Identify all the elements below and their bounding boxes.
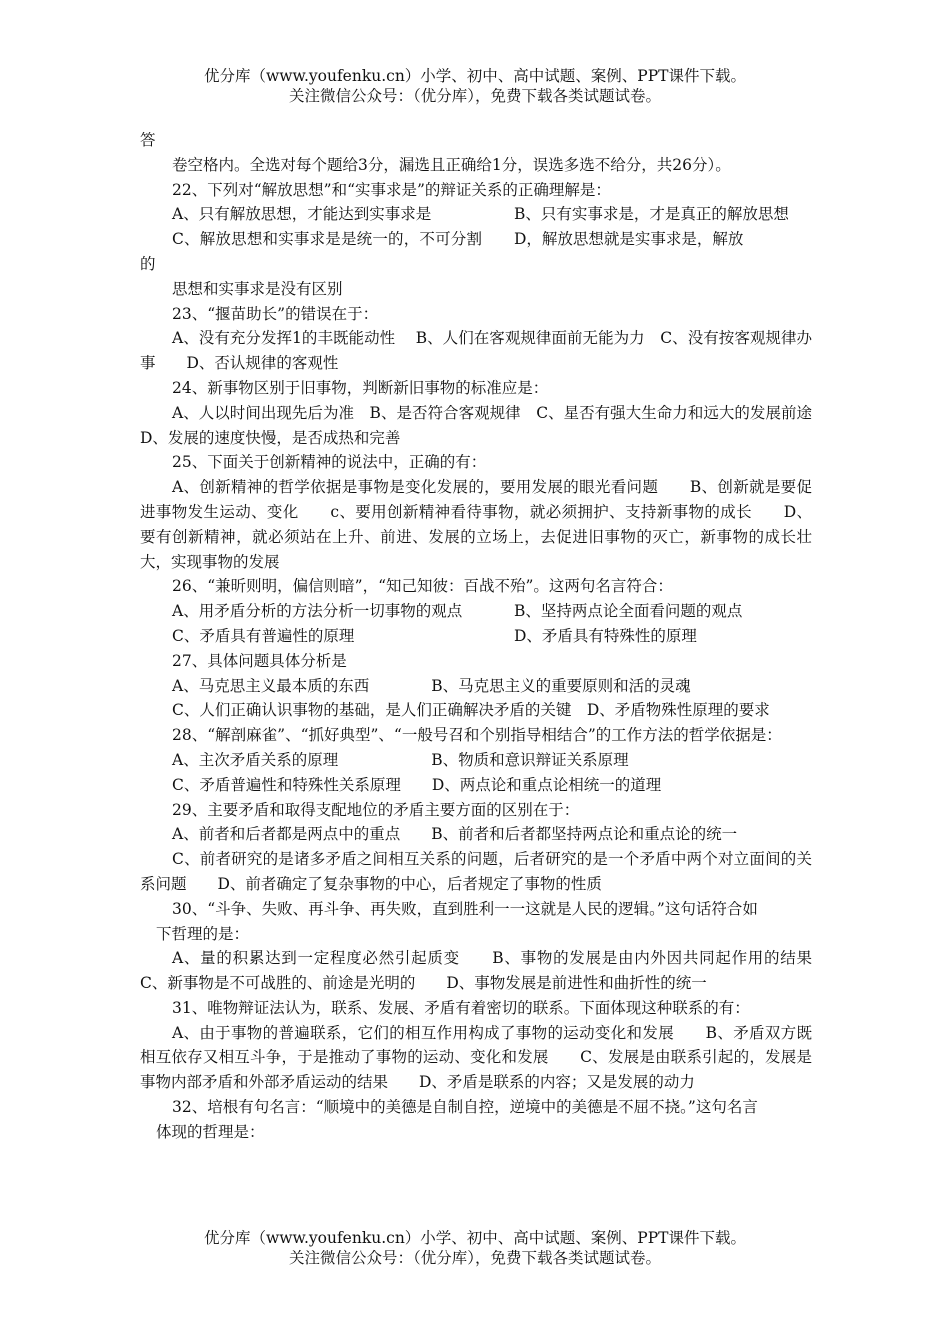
page-footer — [0, 1228, 950, 1268]
question-32-cont: 体现的哲理是： — [156, 1122, 265, 1141]
question-30-cont: 下哲理的是： — [156, 924, 250, 943]
question-31-options: A、由于事物的普遍联系，它们的相互作用构成了事物的运动变化和发展 B、矛盾双方既相互依存又相互斗争，于是推动了事物的运动、变化和发展 C、发展是由联系引起的，发展是事物内部矛盾和外部矛盾运动的结果 D、矛盾是联系的内容；又是发展的动力 — [140, 1023, 812, 1092]
question-22-option-d-cont: 思想和实事求是没有区别 — [172, 279, 343, 298]
question-31: 31、唯物辩证法认为，联系、发展、矛盾有着密切的联系。下面体现这种联系的有： — [172, 998, 750, 1017]
question-25: 25、下面关于创新精神的说法中，正确的有： — [172, 453, 487, 472]
question-22: 22、下列对“解放思想”和“实事求是”的辩证关系的正确理解是： — [172, 180, 611, 199]
question-29: 29、主要矛盾和取得支配地位的矛盾主要方面的区别在于： — [172, 800, 580, 819]
text-line: 答 — [140, 131, 156, 149]
option-d: D，解放思想就是实事求是，解放 — [514, 230, 744, 249]
question-28-options-cd: C、矛盾普遍性和特殊性关系原理 D、两点论和重点论相统一的道理 — [172, 775, 662, 794]
document-body — [140, 128, 844, 1145]
question-26: 26、“兼昕则明，偏信则暗”，“知己知彼：百战不殆”。这两句名言符合： — [172, 577, 673, 596]
question-30: 30、“斗争、失败、再斗争、再失败，直到胜利一一这就是人民的逻辑。”这句话符合如 — [172, 899, 758, 918]
option-d: D、矛盾具有特殊性的原理 — [514, 626, 697, 645]
question-24-options: A、人以时间出现先后为准 B、是否符合客观规律 C、星否有强大生命力和远大的发展前途 D、发展的速度快慢，是否成热和完善 — [140, 403, 844, 447]
question-32: 32、培根有句名言：“顺境中的美德是自制自控，逆境中的美德是不屈不挠。”这句名言 — [172, 1098, 758, 1117]
option-a: A、只有解放思想，才能达到实事求是 — [172, 205, 432, 224]
option-a: A、用矛盾分析的方法分析一切事物的观点 — [172, 602, 463, 621]
question-24: 24、新事物区别于旧事物，判断新旧事物的标准应是： — [172, 378, 549, 397]
option-b: B、只有实事求是，才是真正的解放思想 — [514, 205, 789, 224]
page-header — [0, 66, 950, 106]
footer-line-1: 优分库（www.youfenku.cn）小学、初中、高中试题、案例、PPT课件下载。 — [203, 1229, 747, 1247]
question-29-options-ab: A、前者和后者都是两点中的重点 B、前者和后者都坚持两点论和重点论的统一 — [172, 825, 738, 844]
question-27: 27、具体问题具体分析是 — [172, 651, 347, 670]
option-c: C、解放思想和实事求是是统一的，不可分割的 — [140, 230, 482, 273]
question-22-options-cd — [140, 227, 812, 277]
question-29-options-cd: C、前者研究的是诸多矛盾之间相互关系的问题，后者研究的是一个矛盾中两个对立面间的关系问题 D、前者确定了复杂事物的中心，后者规定了事物的性质 — [140, 850, 812, 893]
instructions: 卷空格内。全选对每个题给3分，漏选且正确给1分，误选多选不给分，共26分）。 — [172, 155, 731, 174]
option-c: C、矛盾具有普遍性的原理 — [172, 626, 355, 645]
question-27-options-cd: C、人们正确认识事物的基础，是人们正确解决矛盾的关键 D、矛盾物殊性原理的要求 — [172, 701, 770, 720]
footer-line-2: 关注微信公众号：（优分库），免费下载各类试题试卷。 — [288, 1249, 661, 1267]
header-line-2: 关注微信公众号：（优分库），免费下载各类试题试卷。 — [288, 87, 661, 105]
question-27-options-ab: A、马克思主义最本质的东西 B、马克思主义的重要原则和活的灵魂 — [172, 676, 691, 695]
question-23-options: A、没有充分发挥1的丰既能动性 B、人们在客观规律面前无能为力 C、没有按客观规律办事 D、否认规律的客观性 — [140, 329, 812, 373]
question-25-options: A、创新精神的哲学依据是事物是变化发展的，要用发展的眼光看问题 B、创新就是要促进事物发生运动、变化 c、要用创新精神看待事物，就必须拥护、支持新事物的成长 D、要有创新精神，就必须站在上升、前进、发展的立场上，去促进旧事物的灭亡，新事物的成长壮大，实现事物的发展 — [140, 478, 812, 571]
question-22-options-ab — [140, 202, 812, 227]
question-26-options-cd — [140, 624, 812, 649]
question-30-options: A、量的积累达到一定程度必然引起质变 B、事物的发展是由内外因共同起作用的结果 C、新事物是不可战胜的、前途是光明的 D、事物发展是前进性和曲折性的统一 — [140, 949, 833, 993]
question-23: 23、“揠苗助长”的错误在于： — [172, 304, 379, 323]
question-28: 28、“解剖麻雀”、“抓好典型”、“一般号召和个别指导相结合”的工作方法的哲学依据是： — [172, 726, 782, 745]
option-b: B、坚持两点论全面看问题的观点 — [514, 602, 743, 621]
question-26-options-ab — [140, 599, 812, 624]
header-line-1: 优分库（www.youfenku.cn）小学、初中、高中试题、案例、PPT课件下载。 — [203, 67, 747, 85]
question-28-options-ab: A、主次矛盾关系的原理 B、物质和意识辩证关系原理 — [172, 750, 629, 769]
